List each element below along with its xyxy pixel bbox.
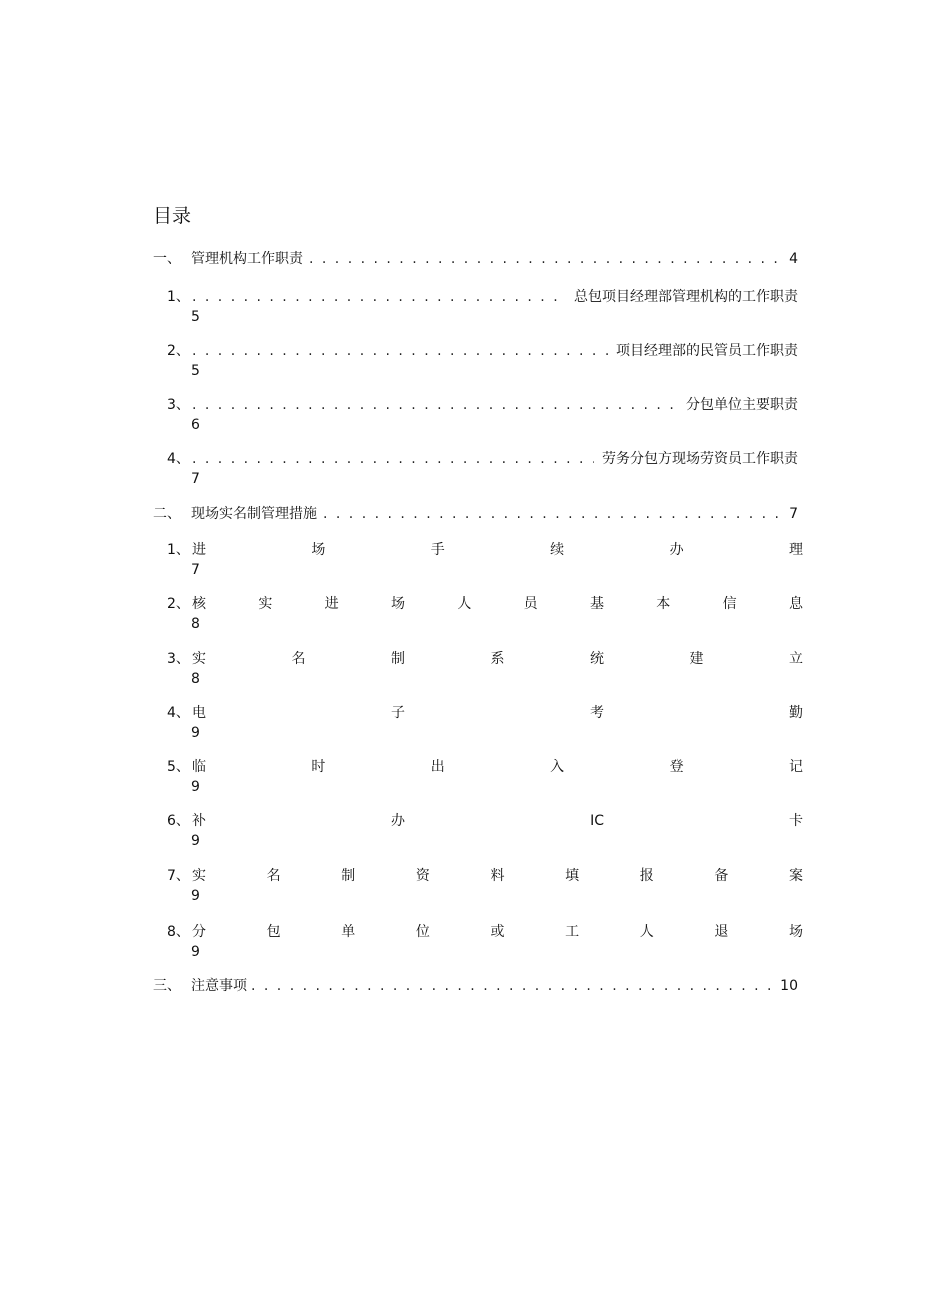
item-title-char: 办 xyxy=(669,542,684,558)
item-title-char: 子 xyxy=(391,705,405,721)
item-title-char: 退 xyxy=(714,924,729,940)
item-title-char: 信 xyxy=(722,596,737,612)
item-number: 7、 xyxy=(167,868,190,884)
item-title-char: 案 xyxy=(789,868,803,884)
item-title-char: 核 xyxy=(192,596,206,612)
leader-dots xyxy=(192,287,566,307)
section-title: 注意事项 xyxy=(191,978,247,994)
item-title-char: 或 xyxy=(490,924,505,940)
toc-item-2-7[interactable] xyxy=(167,866,803,906)
item-title-char: 统 xyxy=(590,651,604,667)
item-title-char: 制 xyxy=(391,651,405,667)
item-title xyxy=(192,757,803,777)
toc-title: 目录 xyxy=(153,205,192,227)
item-title-char: 办 xyxy=(391,813,406,829)
item-number: 5、 xyxy=(167,759,190,775)
item-number: 1、 xyxy=(167,289,190,305)
item-title-char: 料 xyxy=(490,868,505,884)
item-title-char: 入 xyxy=(550,759,565,775)
leader-dots xyxy=(309,249,783,269)
item-title-char: 本 xyxy=(656,596,671,612)
leader-dots xyxy=(192,341,608,361)
item-title-char: 补 xyxy=(192,813,206,829)
item-title-char: 单 xyxy=(341,924,356,940)
page-number: 6 xyxy=(191,417,200,433)
toc-section-2[interactable] xyxy=(153,504,798,524)
toc-item-2-5[interactable] xyxy=(167,757,803,797)
item-number: 1、 xyxy=(167,542,190,558)
toc-item-1-1[interactable] xyxy=(167,287,798,327)
item-title-char: 制 xyxy=(341,868,356,884)
item-title-char: 系 xyxy=(490,651,505,667)
toc-item-2-4[interactable] xyxy=(167,703,803,743)
item-title-char: 续 xyxy=(550,542,565,558)
item-number: 6、 xyxy=(167,813,190,829)
toc-item-1-3[interactable] xyxy=(167,395,798,435)
toc-item-1-4[interactable] xyxy=(167,449,798,489)
leader-dots xyxy=(192,395,678,415)
item-title-char: 员 xyxy=(523,596,538,612)
item-number: 3、 xyxy=(167,651,190,667)
item-title-char: 位 xyxy=(415,924,430,940)
item-title xyxy=(192,866,803,886)
item-title-char: 立 xyxy=(789,651,803,667)
item-title-char: 时 xyxy=(311,759,326,775)
toc-item-1-2[interactable] xyxy=(167,341,798,381)
item-title xyxy=(192,540,803,560)
item-title: 劳务分包方现场劳资员工作职责 xyxy=(602,451,798,467)
item-title-char: 基 xyxy=(589,596,604,612)
item-title-char: 分 xyxy=(192,924,206,940)
item-title: 分包单位主要职责 xyxy=(686,397,798,413)
toc-section-1[interactable] xyxy=(153,249,798,269)
item-title-char: 场 xyxy=(311,542,326,558)
page-number: 8 xyxy=(191,616,200,632)
page-number: 7 xyxy=(191,562,200,578)
item-title xyxy=(192,594,803,614)
toc-item-2-6[interactable] xyxy=(167,811,803,851)
toc-item-2-1[interactable] xyxy=(167,540,803,580)
toc-section-3[interactable] xyxy=(153,976,798,996)
page-number: 5 xyxy=(191,309,200,325)
item-title-char: 手 xyxy=(430,542,445,558)
page-number: 9 xyxy=(191,888,200,904)
item-title-char: 填 xyxy=(565,868,580,884)
item-number: 2、 xyxy=(167,343,190,359)
toc-item-2-2[interactable] xyxy=(167,594,803,634)
item-title-char: 名 xyxy=(266,868,281,884)
page-number: 9 xyxy=(191,725,200,741)
toc-item-2-8[interactable] xyxy=(167,922,803,962)
leader-dots xyxy=(192,449,594,469)
item-title-char: 卡 xyxy=(789,813,803,829)
section-number: 三、 xyxy=(153,978,181,994)
item-title-char: 记 xyxy=(788,759,803,775)
page-number: 9 xyxy=(191,779,200,795)
item-title-char: 场 xyxy=(390,596,405,612)
page-number: 7 xyxy=(789,506,798,522)
item-title-char: 出 xyxy=(430,759,445,775)
item-number: 8、 xyxy=(167,924,190,940)
item-title-char: 息 xyxy=(788,596,803,612)
item-title-char: 进 xyxy=(324,596,339,612)
item-title: 项目经理部的民管员工作职责 xyxy=(616,343,798,359)
toc-item-2-3[interactable] xyxy=(167,649,803,689)
item-number: 3、 xyxy=(167,397,190,413)
item-title-char: 人 xyxy=(457,596,472,612)
item-number: 4、 xyxy=(167,451,190,467)
item-number: 2、 xyxy=(167,596,190,612)
item-title-char: 进 xyxy=(192,542,206,558)
page-number: 4 xyxy=(789,251,798,267)
item-title xyxy=(192,703,803,723)
page-number: 7 xyxy=(191,471,200,487)
page-number: 8 xyxy=(191,671,200,687)
page-number: 9 xyxy=(191,833,200,849)
item-title xyxy=(192,922,803,942)
item-title-char: 备 xyxy=(714,868,729,884)
page-number: 9 xyxy=(191,944,200,960)
item-title-char: 考 xyxy=(590,705,604,721)
section-number: 二、 xyxy=(153,506,181,522)
item-title-char: 建 xyxy=(689,651,704,667)
item-title-char: 勤 xyxy=(789,705,803,721)
item-title-char: 临 xyxy=(192,759,206,775)
section-title: 现场实名制管理措施 xyxy=(191,506,317,522)
item-title: 总包项目经理部管理机构的工作职责 xyxy=(574,289,798,305)
item-title-char: 报 xyxy=(639,868,654,884)
item-title-char: 人 xyxy=(639,924,654,940)
leader-dots xyxy=(251,976,778,996)
section-title: 管理机构工作职责 xyxy=(191,251,303,267)
item-title-char: 电 xyxy=(192,705,206,721)
item-title-char: 实 xyxy=(192,868,206,884)
section-number: 一、 xyxy=(153,251,181,267)
item-title-char: 场 xyxy=(789,924,803,940)
item-title-char: 资 xyxy=(415,868,430,884)
item-title-char: 理 xyxy=(788,542,803,558)
item-title-char: 包 xyxy=(266,924,281,940)
item-title-char: IC xyxy=(590,813,604,829)
item-title-char: 实 xyxy=(258,596,273,612)
leader-dots xyxy=(323,504,783,524)
item-title-char: 登 xyxy=(669,759,684,775)
item-title xyxy=(192,811,803,831)
item-title-char: 实 xyxy=(192,651,206,667)
item-title xyxy=(192,649,803,669)
item-number: 4、 xyxy=(167,705,190,721)
item-title-char: 工 xyxy=(565,924,580,940)
page-number: 10 xyxy=(780,978,798,994)
item-title-char: 名 xyxy=(291,651,306,667)
page-number: 5 xyxy=(191,363,200,379)
